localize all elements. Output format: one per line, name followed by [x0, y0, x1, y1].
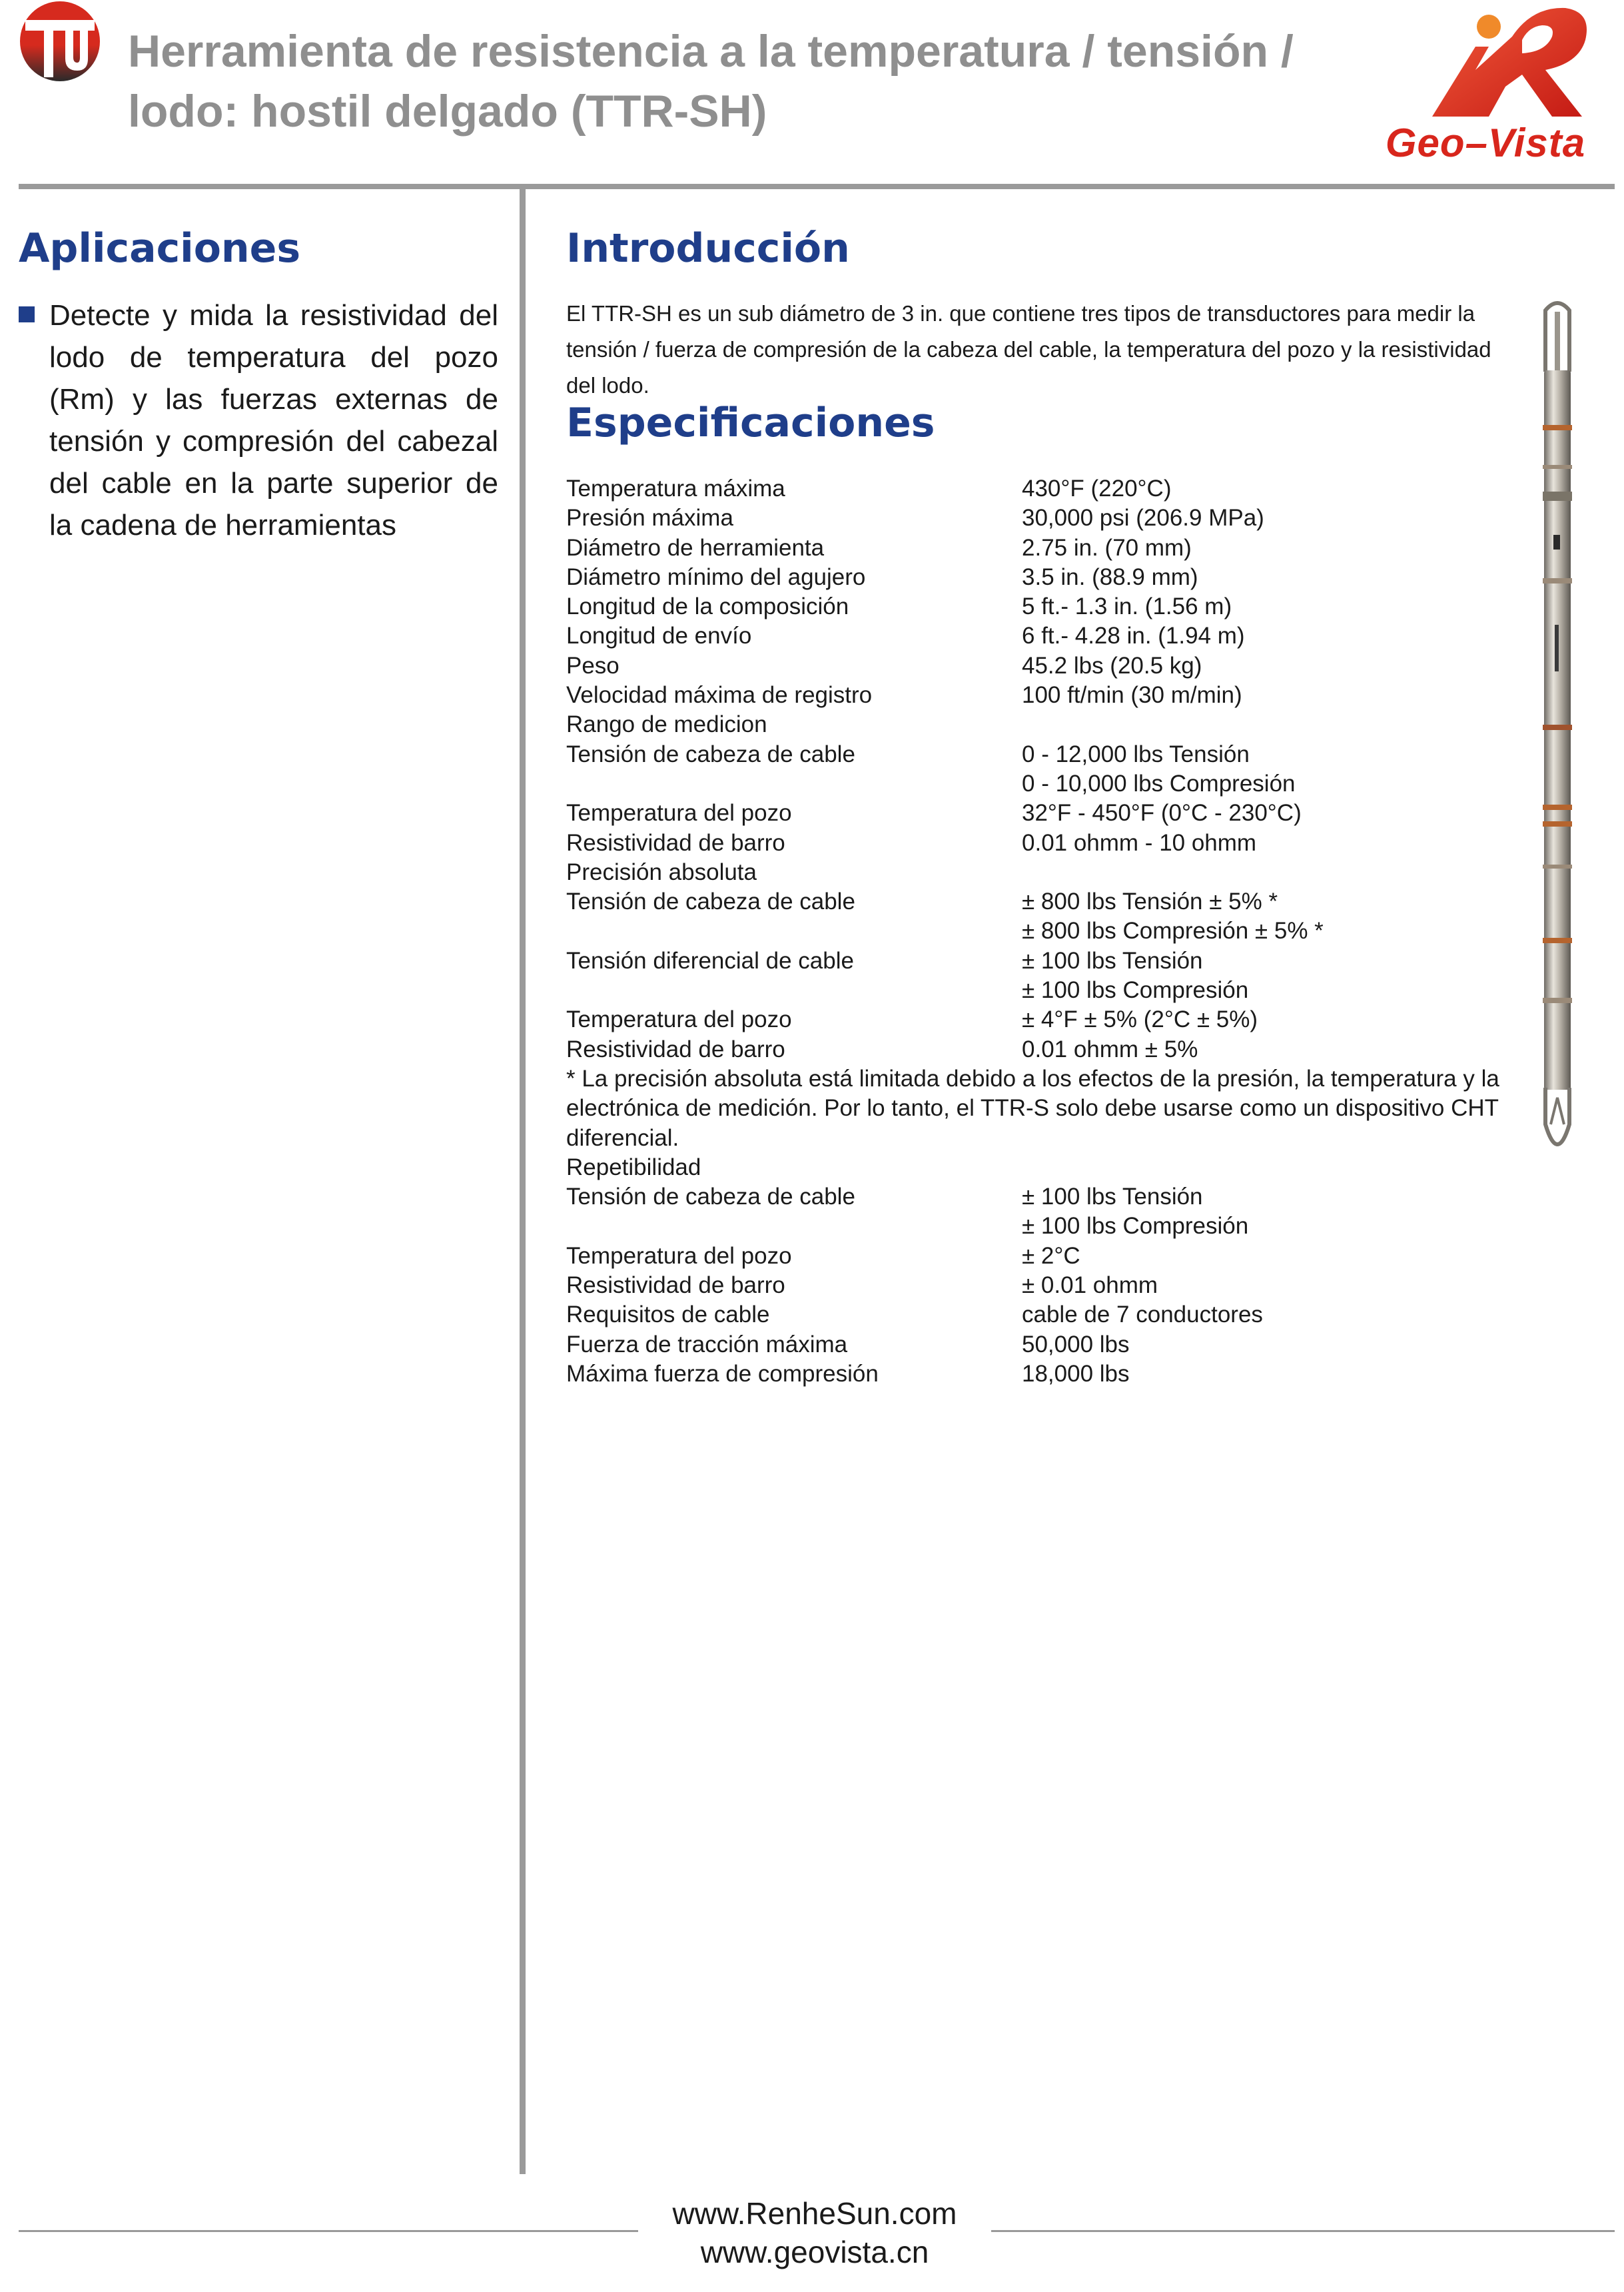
brand-name: Geo–Vista	[1385, 121, 1586, 165]
spec-value: cable de 7 conductores	[1022, 1302, 1263, 1328]
spec-row	[566, 976, 1512, 1005]
spec-label: Resistividad de barro	[566, 829, 785, 856]
spec-label: Requisitos de cable	[566, 1302, 770, 1328]
spec-value: ± 800 lbs Compresión ± 5% *	[1022, 918, 1324, 945]
specifications-table	[566, 474, 1512, 1389]
spec-label: Temperatura máxima	[566, 476, 785, 502]
spec-label: Precisión absoluta	[566, 859, 757, 885]
spec-label: Tensión de cabeza de cable	[566, 741, 855, 767]
list-item	[19, 294, 498, 546]
spec-label	[566, 976, 1022, 1005]
spec-footnote: * La precisión absoluta está limitada debido a los efectos de la presión, la temperatura y la electrónica de medición. Por lo tanto, el TTR-S solo debe usarse como un dispositivo CHT diferencial.	[566, 1065, 1499, 1151]
spec-label: Tensión de cabeza de cable	[566, 1184, 855, 1210]
spec-row	[566, 1212, 1512, 1241]
column-divider	[520, 189, 526, 2174]
spec-label: Rango de medicion	[566, 711, 767, 738]
footer-divider-left	[19, 2230, 638, 2232]
document-title	[128, 21, 1394, 141]
spec-row	[566, 799, 1512, 828]
spec-value: 0.01 ohmm - 10 ohmm	[1022, 829, 1257, 856]
square-bullet-icon	[19, 306, 35, 322]
spec-value: 0 - 12,000 lbs Tensión	[1022, 741, 1250, 767]
spec-row	[566, 1182, 1512, 1212]
spec-value: 18,000 lbs	[1022, 1360, 1130, 1387]
introduction-text: El TTR-SH es un sub diámetro de 3 in. que contiene tres tipos de transductores para medir la tensión / fuerza de compresión de la cabeza del cable, la temperatura del pozo y la resistividad del lodo.	[566, 301, 1491, 398]
spec-label: Fuerza de tracción máxima	[566, 1331, 848, 1357]
spec-row	[566, 769, 1512, 799]
header-divider	[19, 184, 1615, 189]
spec-label	[566, 917, 1022, 946]
spec-label: Presión máxima	[566, 505, 733, 532]
spec-value: 100 ft/min (30 m/min)	[1022, 682, 1242, 709]
application-text: Detecte y mida la resistividad del lodo de temperatura del pozo (Rm) y las fuerzas externas de tensión y compresión del cabezal del cable en la parte superior de la cadena de herramientas	[49, 299, 498, 542]
applications-heading: Aplicaciones	[19, 225, 301, 272]
spec-value: 3.5 in. (88.9 mm)	[1022, 564, 1198, 590]
spec-value: 2.75 in. (70 mm)	[1022, 534, 1192, 561]
title-line-2: lodo: hostil delgado (TTR-SH)	[128, 86, 767, 137]
spec-value: ± 100 lbs Tensión	[1022, 1184, 1203, 1210]
spec-row	[566, 710, 1512, 739]
spec-value: ± 0.01 ohmm	[1022, 1272, 1158, 1299]
footer-url-geovista[interactable]: www.geovista.cn	[700, 2235, 929, 2269]
spec-row	[566, 740, 1512, 769]
spec-value: 50,000 lbs	[1022, 1331, 1130, 1357]
spec-row	[566, 858, 1512, 887]
spec-row	[566, 887, 1512, 917]
spec-label: Diámetro mínimo del agujero	[566, 564, 866, 590]
spec-value: 0 - 10,000 lbs Compresión	[1022, 770, 1296, 797]
spec-row	[566, 1153, 1512, 1182]
spec-value: 5 ft.- 1.3 in. (1.56 m)	[1022, 593, 1232, 620]
spec-label: Longitud de envío	[566, 623, 752, 649]
spec-label: Temperatura del pozo	[566, 800, 792, 827]
spec-value: 30,000 psi (206.9 MPa)	[1022, 505, 1264, 532]
renhe-sun-logo-icon	[19, 0, 101, 83]
logging-tool-image-icon	[1531, 298, 1584, 1158]
spec-label: Tensión diferencial de cable	[566, 947, 854, 974]
spec-row	[566, 621, 1512, 651]
spec-label: Resistividad de barro	[566, 1272, 785, 1299]
spec-row	[566, 1242, 1512, 1271]
spec-row	[566, 563, 1512, 592]
spec-label	[566, 769, 1022, 799]
spec-row	[566, 592, 1512, 621]
spec-value: ± 100 lbs Compresión	[1022, 1213, 1249, 1240]
spec-row	[566, 1359, 1512, 1389]
spec-row	[566, 534, 1512, 563]
spec-row	[566, 1005, 1512, 1034]
spec-row	[566, 651, 1512, 681]
footer-divider-right	[991, 2230, 1615, 2232]
spec-value: 430°F (220°C)	[1022, 476, 1172, 502]
spec-row	[566, 1330, 1512, 1359]
spec-label: Velocidad máxima de registro	[566, 682, 873, 709]
spec-value: 0.01 ohmm ± 5%	[1022, 1036, 1198, 1062]
spec-row	[566, 474, 1512, 504]
spec-value: 45.2 lbs (20.5 kg)	[1022, 652, 1202, 679]
spec-value: ± 800 lbs Tensión ± 5% *	[1022, 889, 1278, 915]
spec-value: 6 ft.- 4.28 in. (1.94 m)	[1022, 623, 1245, 649]
spec-label: Resistividad de barro	[566, 1036, 785, 1062]
spec-label: Tensión de cabeza de cable	[566, 889, 855, 915]
spec-row	[566, 681, 1512, 710]
spec-row	[566, 1035, 1512, 1064]
spec-value: 32°F - 450°F (0°C - 230°C)	[1022, 800, 1302, 827]
spec-value: ± 2°C	[1022, 1242, 1080, 1269]
spec-row	[566, 947, 1512, 976]
spec-label: Longitud de la composición	[566, 593, 849, 620]
spec-row	[566, 504, 1512, 533]
spec-value: ± 100 lbs Tensión	[1022, 947, 1203, 974]
spec-row	[566, 829, 1512, 858]
applications-list	[19, 294, 498, 546]
spec-label: Máxima fuerza de compresión	[566, 1360, 879, 1387]
spec-row	[566, 1271, 1512, 1300]
spec-value: ± 100 lbs Compresión	[1022, 977, 1249, 1004]
spec-label	[566, 1212, 1022, 1241]
footer-url-renhesun[interactable]: www.RenheSun.com	[672, 2196, 957, 2231]
specifications-heading: Especificaciones	[566, 400, 935, 446]
spec-label: Diámetro de herramienta	[566, 534, 825, 561]
introduction-heading: Introducción	[566, 225, 850, 272]
title-line-1: Herramienta de resistencia a la temperatura / tensión /	[128, 26, 1294, 77]
spec-label: Repetibilidad	[566, 1154, 701, 1180]
spec-row	[566, 917, 1512, 946]
spec-value: ± 4°F ± 5% (2°C ± 5%)	[1022, 1006, 1258, 1033]
spec-label: Peso	[566, 652, 619, 679]
spec-label: Temperatura del pozo	[566, 1242, 792, 1269]
spec-row	[566, 1300, 1512, 1330]
spec-label: Temperatura del pozo	[566, 1006, 792, 1033]
